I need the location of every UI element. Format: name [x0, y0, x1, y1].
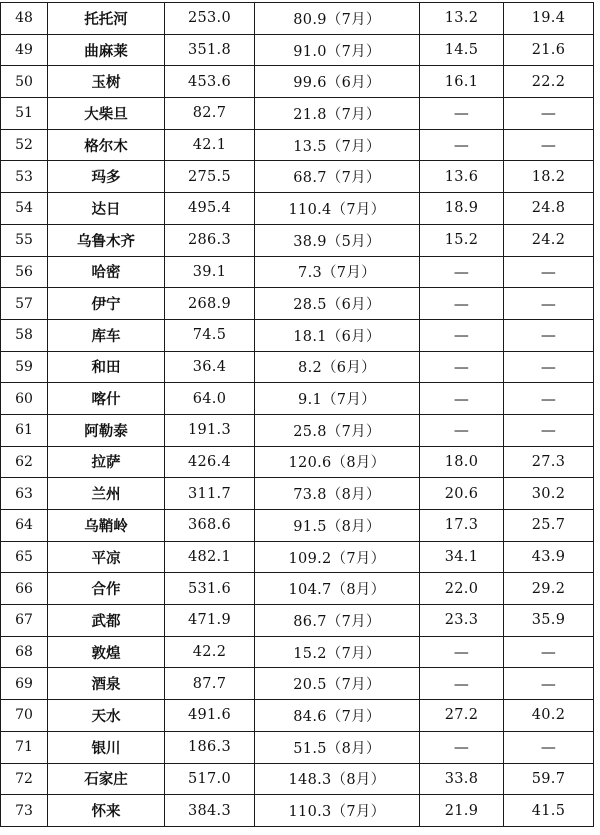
row-number-cell: 72 — [1, 763, 48, 795]
station-name-cell: 武都 — [48, 605, 165, 637]
station-name-cell: 达日 — [48, 193, 165, 225]
station-name-cell: 库车 — [48, 319, 165, 351]
column5-value-cell: 22.0 — [420, 573, 504, 605]
table-body — [1, 3, 594, 827]
max-month-value-cell: 110.3（7月） — [255, 795, 420, 827]
annual-value-cell: 191.3 — [165, 414, 255, 446]
column5-value-cell: 15.2 — [420, 224, 504, 256]
column6-value-cell: 35.9 — [504, 605, 594, 637]
row-number-cell: 63 — [1, 478, 48, 510]
max-month-value-cell: 7.3（7月） — [255, 256, 420, 288]
column5-value-cell: — — [420, 414, 504, 446]
table-row — [1, 478, 594, 510]
max-month-value-cell: 109.2（7月） — [255, 541, 420, 573]
station-name-cell: 格尔木 — [48, 129, 165, 161]
annual-value-cell: 87.7 — [165, 668, 255, 700]
column6-value-cell: 24.8 — [504, 193, 594, 225]
column5-value-cell: 18.0 — [420, 446, 504, 478]
annual-value-cell: 253.0 — [165, 3, 255, 35]
annual-value-cell: 286.3 — [165, 224, 255, 256]
annual-value-cell: 368.6 — [165, 510, 255, 542]
station-name-cell: 喀什 — [48, 383, 165, 415]
annual-value-cell: 471.9 — [165, 605, 255, 637]
max-month-value-cell: 91.5（8月） — [255, 510, 420, 542]
row-number-cell: 69 — [1, 668, 48, 700]
annual-value-cell: 311.7 — [165, 478, 255, 510]
max-month-value-cell: 9.1（7月） — [255, 383, 420, 415]
column5-value-cell: — — [420, 731, 504, 763]
max-month-value-cell: 73.8（8月） — [255, 478, 420, 510]
station-name-cell: 托托河 — [48, 3, 165, 35]
table-row — [1, 256, 594, 288]
table-row — [1, 605, 594, 637]
max-month-value-cell: 18.1（6月） — [255, 319, 420, 351]
column6-value-cell: — — [504, 414, 594, 446]
max-month-value-cell: 99.6（6月） — [255, 66, 420, 98]
column6-value-cell: 43.9 — [504, 541, 594, 573]
station-name-cell: 天水 — [48, 700, 165, 732]
table-row — [1, 700, 594, 732]
station-name-cell: 哈密 — [48, 256, 165, 288]
column5-value-cell: 17.3 — [420, 510, 504, 542]
row-number-cell: 67 — [1, 605, 48, 637]
column6-value-cell: 18.2 — [504, 161, 594, 193]
max-month-value-cell: 15.2（7月） — [255, 636, 420, 668]
row-number-cell: 52 — [1, 129, 48, 161]
annual-value-cell: 268.9 — [165, 288, 255, 320]
table-row — [1, 636, 594, 668]
annual-value-cell: 39.1 — [165, 256, 255, 288]
table-row — [1, 383, 594, 415]
row-number-cell: 56 — [1, 256, 48, 288]
column5-value-cell: 13.6 — [420, 161, 504, 193]
annual-value-cell: 517.0 — [165, 763, 255, 795]
column5-value-cell: 18.9 — [420, 193, 504, 225]
station-name-cell: 兰州 — [48, 478, 165, 510]
column6-value-cell: 59.7 — [504, 763, 594, 795]
column5-value-cell: — — [420, 319, 504, 351]
row-number-cell: 62 — [1, 446, 48, 478]
row-number-cell: 65 — [1, 541, 48, 573]
row-number-cell: 60 — [1, 383, 48, 415]
station-name-cell: 合作 — [48, 573, 165, 605]
column6-value-cell: 22.2 — [504, 66, 594, 98]
max-month-value-cell: 80.9（7月） — [255, 3, 420, 35]
max-month-value-cell: 91.0（7月） — [255, 34, 420, 66]
max-month-value-cell: 21.8（7月） — [255, 98, 420, 130]
annual-value-cell: 482.1 — [165, 541, 255, 573]
table-row — [1, 541, 594, 573]
row-number-cell: 48 — [1, 3, 48, 35]
annual-value-cell: 384.3 — [165, 795, 255, 827]
max-month-value-cell: 8.2（6月） — [255, 351, 420, 383]
max-month-value-cell: 25.8（7月） — [255, 414, 420, 446]
column6-value-cell: — — [504, 351, 594, 383]
column6-value-cell: — — [504, 319, 594, 351]
table-row — [1, 193, 594, 225]
annual-value-cell: 426.4 — [165, 446, 255, 478]
row-number-cell: 51 — [1, 98, 48, 130]
climate-data-table — [0, 2, 594, 827]
table-row — [1, 510, 594, 542]
row-number-cell: 70 — [1, 700, 48, 732]
max-month-value-cell: 20.5（7月） — [255, 668, 420, 700]
column6-value-cell: 40.2 — [504, 700, 594, 732]
column6-value-cell: 27.3 — [504, 446, 594, 478]
station-name-cell: 伊宁 — [48, 288, 165, 320]
annual-value-cell: 42.1 — [165, 129, 255, 161]
column6-value-cell: 29.2 — [504, 573, 594, 605]
column5-value-cell: — — [420, 383, 504, 415]
column5-value-cell: 14.5 — [420, 34, 504, 66]
column6-value-cell: 25.7 — [504, 510, 594, 542]
station-name-cell: 石家庄 — [48, 763, 165, 795]
table-row — [1, 414, 594, 446]
table-row — [1, 731, 594, 763]
annual-value-cell: 82.7 — [165, 98, 255, 130]
station-name-cell: 银川 — [48, 731, 165, 763]
table-row — [1, 3, 594, 35]
max-month-value-cell: 104.7（8月） — [255, 573, 420, 605]
column5-value-cell: 34.1 — [420, 541, 504, 573]
annual-value-cell: 275.5 — [165, 161, 255, 193]
table-row — [1, 224, 594, 256]
station-name-cell: 乌鲁木齐 — [48, 224, 165, 256]
annual-value-cell: 36.4 — [165, 351, 255, 383]
column5-value-cell: 16.1 — [420, 66, 504, 98]
row-number-cell: 49 — [1, 34, 48, 66]
annual-value-cell: 74.5 — [165, 319, 255, 351]
column6-value-cell: 41.5 — [504, 795, 594, 827]
row-number-cell: 71 — [1, 731, 48, 763]
table-row — [1, 668, 594, 700]
max-month-value-cell: 13.5（7月） — [255, 129, 420, 161]
table-row — [1, 288, 594, 320]
annual-value-cell: 453.6 — [165, 66, 255, 98]
row-number-cell: 64 — [1, 510, 48, 542]
station-name-cell: 拉萨 — [48, 446, 165, 478]
max-month-value-cell: 68.7（7月） — [255, 161, 420, 193]
column6-value-cell: — — [504, 98, 594, 130]
column5-value-cell: 33.8 — [420, 763, 504, 795]
annual-value-cell: 64.0 — [165, 383, 255, 415]
row-number-cell: 68 — [1, 636, 48, 668]
max-month-value-cell: 84.6（7月） — [255, 700, 420, 732]
table-row — [1, 763, 594, 795]
column5-value-cell: 21.9 — [420, 795, 504, 827]
station-name-cell: 乌鞘岭 — [48, 510, 165, 542]
column5-value-cell: 13.2 — [420, 3, 504, 35]
column6-value-cell: — — [504, 129, 594, 161]
station-name-cell: 玛多 — [48, 161, 165, 193]
column6-value-cell: — — [504, 636, 594, 668]
station-name-cell: 大柴旦 — [48, 98, 165, 130]
column6-value-cell: — — [504, 383, 594, 415]
column6-value-cell: — — [504, 288, 594, 320]
station-name-cell: 玉树 — [48, 66, 165, 98]
column5-value-cell: — — [420, 668, 504, 700]
column6-value-cell: 19.4 — [504, 3, 594, 35]
annual-value-cell: 531.6 — [165, 573, 255, 605]
station-name-cell: 怀来 — [48, 795, 165, 827]
column6-value-cell: — — [504, 731, 594, 763]
table-row — [1, 351, 594, 383]
table-row — [1, 319, 594, 351]
table-row — [1, 34, 594, 66]
column5-value-cell: — — [420, 351, 504, 383]
row-number-cell: 58 — [1, 319, 48, 351]
row-number-cell: 54 — [1, 193, 48, 225]
station-name-cell: 曲麻莱 — [48, 34, 165, 66]
column5-value-cell: 20.6 — [420, 478, 504, 510]
column5-value-cell: — — [420, 256, 504, 288]
annual-value-cell: 186.3 — [165, 731, 255, 763]
column6-value-cell: 21.6 — [504, 34, 594, 66]
column5-value-cell: — — [420, 288, 504, 320]
row-number-cell: 55 — [1, 224, 48, 256]
row-number-cell: 50 — [1, 66, 48, 98]
annual-value-cell: 351.8 — [165, 34, 255, 66]
max-month-value-cell: 110.4（7月） — [255, 193, 420, 225]
row-number-cell: 57 — [1, 288, 48, 320]
column5-value-cell: — — [420, 98, 504, 130]
annual-value-cell: 491.6 — [165, 700, 255, 732]
max-month-value-cell: 120.6（8月） — [255, 446, 420, 478]
table-row — [1, 66, 594, 98]
annual-value-cell: 42.2 — [165, 636, 255, 668]
max-month-value-cell: 51.5（8月） — [255, 731, 420, 763]
row-number-cell: 61 — [1, 414, 48, 446]
station-name-cell: 和田 — [48, 351, 165, 383]
station-name-cell: 平凉 — [48, 541, 165, 573]
max-month-value-cell: 38.9（5月） — [255, 224, 420, 256]
column5-value-cell: 27.2 — [420, 700, 504, 732]
column5-value-cell: 23.3 — [420, 605, 504, 637]
row-number-cell: 59 — [1, 351, 48, 383]
station-name-cell: 阿勒泰 — [48, 414, 165, 446]
table-row — [1, 161, 594, 193]
column6-value-cell: 30.2 — [504, 478, 594, 510]
table-row — [1, 98, 594, 130]
row-number-cell: 66 — [1, 573, 48, 605]
max-month-value-cell: 86.7（7月） — [255, 605, 420, 637]
column6-value-cell: 24.2 — [504, 224, 594, 256]
table-row — [1, 129, 594, 161]
table-row — [1, 573, 594, 605]
row-number-cell: 53 — [1, 161, 48, 193]
column5-value-cell: — — [420, 636, 504, 668]
column5-value-cell: — — [420, 129, 504, 161]
max-month-value-cell: 28.5（6月） — [255, 288, 420, 320]
max-month-value-cell: 148.3（8月） — [255, 763, 420, 795]
station-name-cell: 敦煌 — [48, 636, 165, 668]
row-number-cell: 73 — [1, 795, 48, 827]
column6-value-cell: — — [504, 668, 594, 700]
table-row — [1, 795, 594, 827]
column6-value-cell: — — [504, 256, 594, 288]
table-row — [1, 446, 594, 478]
annual-value-cell: 495.4 — [165, 193, 255, 225]
station-name-cell: 酒泉 — [48, 668, 165, 700]
